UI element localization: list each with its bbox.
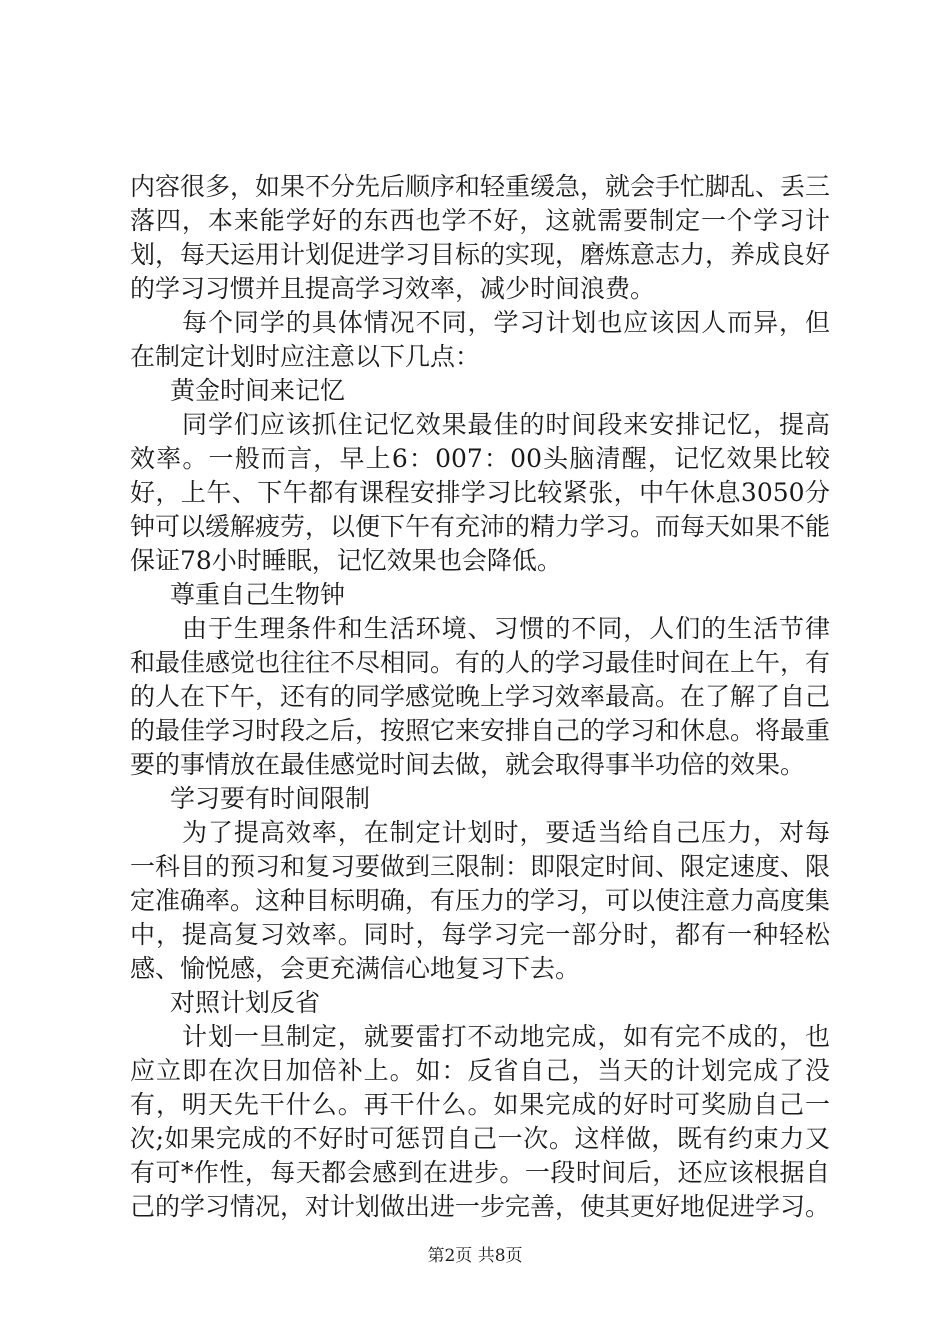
section-heading-reflect: 对照计划反省 — [170, 988, 321, 1017]
paragraph-golden-time: 同学们应该抓住记忆效果最佳的时间段来安排记忆，提高效率。一般而言，早上6：007：00头脑清醒，记忆效果比较好，上午、下午都有课程安排学习比较紧张，中午休息3050分钟可以缓解疲劳，以便下午有充沛的精力学习。而每天如果不能保证78小时睡眠，记忆效果也会降低。 — [130, 410, 831, 575]
section-heading-time-limit: 学习要有时间限制 — [170, 784, 371, 813]
section-heading-golden-time: 黄金时间来记忆 — [170, 376, 346, 405]
section-heading-biological-clock: 尊重自己生物钟 — [170, 580, 346, 609]
paragraph-reflect: 计划一旦制定，就要雷打不动地完成，如有完不成的，也应立即在次日加倍补上。如：反省自己，当天的计划完成了没有，明天先干什么。再干什么。如果完成的好时可奖励自己一次;如果完成的不好时可惩罚自己一次。这样做，既有约束力又有可*作性，每天都会感到在进步。一段时间后，还应该根据自己的学习情况，对计划做出进一步完善，使其更好地促进学习。 — [130, 1022, 831, 1221]
paragraph-continuation: 内容很多，如果不分先后顺序和轻重缓急，就会手忙脚乱、丢三落四，本来能学好的东西也学不好，这就需要制定一个学习计划，每天运用计划促进学习目标的实现，磨炼意志力，养成良好的学习习惯并且提高学习效率，减少时间浪费。 — [130, 172, 831, 303]
paragraph-time-limit: 为了提高效率，在制定计划时，要适当给自己压力，对每一科目的预习和复习要做到三限制：即限定时间、限定速度、限定准确率。这种目标明确，有压力的学习，可以使注意力高度集中，提高复习效率。同时，每学习完一部分时，都有一种轻松感、愉悦感，会更充满信心地复习下去。 — [130, 818, 831, 983]
page-number: 第2页 共8页 — [427, 1246, 523, 1266]
paragraph-intro: 每个同学的具体情况不同，学习计划也应该因人而异，但在制定计划时应注意以下几点： — [130, 308, 830, 371]
document-body — [130, 170, 830, 1224]
paragraph-biological-clock: 由于生理条件和生活环境、习惯的不同，人们的生活节律和最佳感觉也往往不尽相同。有的人的学习最佳时间在上午，有的人在下午，还有的同学感觉晚上学习效率最高。在了解了自己的最佳学习时段之后，按照它来安排自己的学习和休息。将最重要的事情放在最佳感觉时间去做，就会取得事半功倍的效果。 — [130, 614, 831, 779]
page-footer — [0, 1244, 950, 1268]
